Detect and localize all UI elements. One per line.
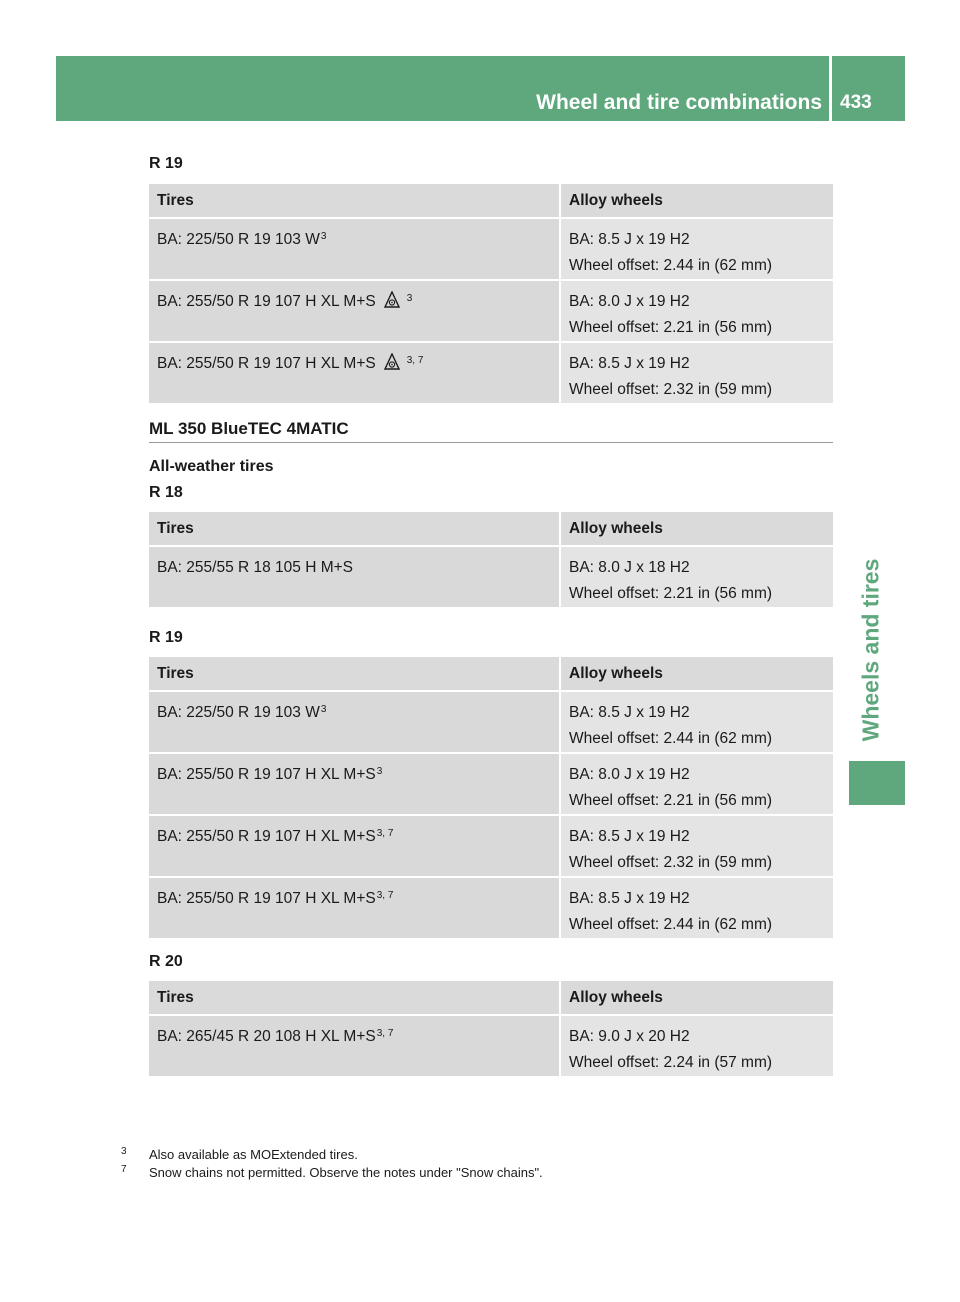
tire-cell <box>149 219 561 281</box>
tire-spec: BA: 255/50 R 19 107 H XL M+S <box>157 293 376 310</box>
wheel-spec: BA: 8.5 J x 19 H2 <box>569 828 690 845</box>
tire-spec: BA: 255/50 R 19 107 H XL M+S <box>157 355 376 372</box>
footnote-text: Snow chains not permitted. Observe the notes under "Snow chains". <box>149 1165 543 1180</box>
tire-spec: BA: 255/55 R 18 105 H M+S <box>157 559 354 576</box>
column-header-alloy-wheels: Alloy wheels <box>561 184 833 219</box>
tire-cell <box>149 692 561 754</box>
snow-chain-warning-icon <box>384 353 400 371</box>
size-label-r19: R 19 <box>149 629 183 646</box>
side-tab <box>838 545 905 755</box>
wheel-offset: Wheel offset: 2.21 in (56 mm) <box>569 585 773 602</box>
wheel-offset: Wheel offset: 2.21 in (56 mm) <box>569 319 773 336</box>
tire-spec: BA: 265/45 R 20 108 H XL M+S <box>157 1028 376 1045</box>
wheel-cell <box>561 816 833 878</box>
wheel-spec: BA: 8.5 J x 19 H2 <box>569 355 690 372</box>
wheel-offset: Wheel offset: 2.44 in (62 mm) <box>569 257 773 274</box>
wheel-cell <box>561 1016 833 1078</box>
footnote-ref: 3, 7 <box>376 1028 394 1039</box>
footnote-ref: 3, 7 <box>376 828 394 839</box>
footnote <box>121 1164 543 1182</box>
column-header-alloy-wheels: Alloy wheels <box>561 657 833 692</box>
wheel-offset: Wheel offset: 2.32 in (59 mm) <box>569 854 773 871</box>
wheel-cell <box>561 878 833 940</box>
tire-cell <box>149 281 561 343</box>
column-header-tires: Tires <box>149 512 561 547</box>
wheel-offset: Wheel offset: 2.32 in (59 mm) <box>569 381 773 398</box>
size-label-r20: R 20 <box>149 953 183 970</box>
wheel-spec: BA: 8.5 J x 19 H2 <box>569 231 690 248</box>
footnote-ref: 3 <box>320 231 327 242</box>
footnotes <box>121 1146 543 1182</box>
table-row <box>149 1016 833 1078</box>
footnote-ref: 3, 7 <box>376 890 394 901</box>
wheel-spec: BA: 8.5 J x 19 H2 <box>569 890 690 907</box>
tire-cell <box>149 816 561 878</box>
footnote-number: 7 <box>121 1164 127 1175</box>
wheel-spec: BA: 8.5 J x 19 H2 <box>569 704 690 721</box>
footnote-ref: 3, 7 <box>406 355 424 366</box>
tire-spec: BA: 255/50 R 19 107 H XL M+S <box>157 766 376 783</box>
tire-cell <box>149 1016 561 1078</box>
wheel-offset: Wheel offset: 2.44 in (62 mm) <box>569 916 773 933</box>
tire-cell <box>149 878 561 940</box>
column-header-tires: Tires <box>149 657 561 692</box>
footnote-text: Also available as MOExtended tires. <box>149 1147 358 1162</box>
wheel-cell <box>561 547 833 609</box>
size-label-r19-top: R 19 <box>149 155 183 172</box>
footnote-ref: 3 <box>376 766 383 777</box>
side-tab-marker <box>849 761 905 805</box>
table-r19-top <box>149 184 833 405</box>
tire-spec: BA: 225/50 R 19 103 W <box>157 231 320 248</box>
column-header-alloy-wheels: Alloy wheels <box>561 981 833 1016</box>
table-row <box>149 816 833 878</box>
table-row <box>149 878 833 940</box>
table-row <box>149 754 833 816</box>
tire-spec: BA: 255/50 R 19 107 H XL M+S <box>157 828 376 845</box>
model-heading: ML 350 BlueTEC 4MATIC <box>149 418 833 443</box>
page-number: 433 <box>840 92 872 113</box>
footnote-ref: 3 <box>406 293 413 304</box>
table-r19 <box>149 657 833 940</box>
table-row <box>149 219 833 281</box>
wheel-spec: BA: 9.0 J x 20 H2 <box>569 1028 690 1045</box>
wheel-spec: BA: 8.0 J x 18 H2 <box>569 559 690 576</box>
tire-cell <box>149 547 561 609</box>
wheel-spec: BA: 8.0 J x 19 H2 <box>569 766 690 783</box>
wheel-offset: Wheel offset: 2.24 in (57 mm) <box>569 1054 773 1071</box>
wheel-cell <box>561 219 833 281</box>
tire-spec: BA: 225/50 R 19 103 W <box>157 704 320 721</box>
page-title: Wheel and tire combinations <box>536 91 822 114</box>
all-weather-label: All-weather tires <box>149 458 274 475</box>
table-row <box>149 281 833 343</box>
footnote-number: 3 <box>121 1146 127 1157</box>
wheel-cell <box>561 754 833 816</box>
size-label-r18: R 18 <box>149 484 183 501</box>
header-divider <box>829 56 832 121</box>
table-row <box>149 692 833 754</box>
tire-cell <box>149 343 561 405</box>
side-tab-label: Wheels and tires <box>857 558 884 742</box>
table-r18 <box>149 512 833 609</box>
column-header-tires: Tires <box>149 184 561 219</box>
footnote <box>121 1146 543 1164</box>
table-row <box>149 343 833 405</box>
snow-chain-warning-icon <box>384 291 400 309</box>
wheel-cell <box>561 281 833 343</box>
wheel-offset: Wheel offset: 2.21 in (56 mm) <box>569 792 773 809</box>
column-header-tires: Tires <box>149 981 561 1016</box>
wheel-cell <box>561 692 833 754</box>
tire-cell <box>149 754 561 816</box>
tire-spec: BA: 255/50 R 19 107 H XL M+S <box>157 890 376 907</box>
table-row <box>149 547 833 609</box>
footnote-ref: 3 <box>320 704 327 715</box>
wheel-offset: Wheel offset: 2.44 in (62 mm) <box>569 730 773 747</box>
wheel-spec: BA: 8.0 J x 19 H2 <box>569 293 690 310</box>
wheel-cell <box>561 343 833 405</box>
column-header-alloy-wheels: Alloy wheels <box>561 512 833 547</box>
table-r20 <box>149 981 833 1078</box>
